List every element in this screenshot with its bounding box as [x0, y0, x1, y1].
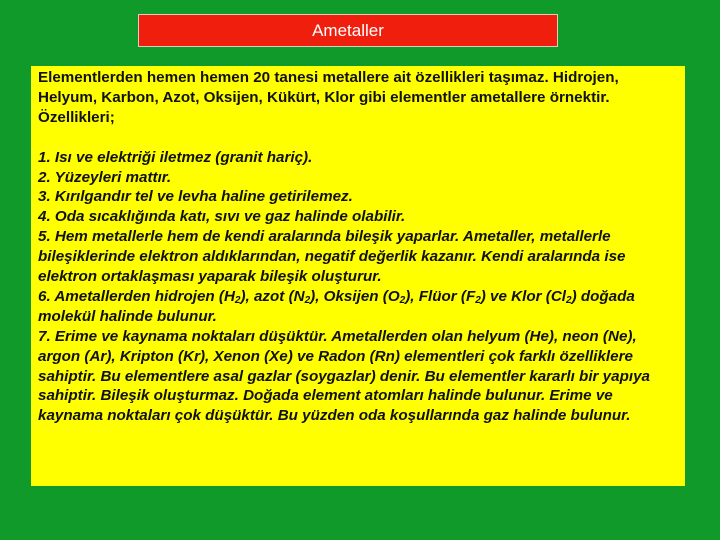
- property-item-2: 2. Yüzeyleri mattır.: [38, 168, 172, 186]
- subscript-cl: 2: [566, 294, 572, 306]
- item-6-text-c: ), Oksijen (O: [310, 287, 400, 305]
- subscript-o: 2: [399, 294, 406, 306]
- property-item-3: 3. Kırılgandır tel ve levha haline getirilemez.: [38, 188, 353, 206]
- item-6-text-d: ), Flüor (F: [405, 287, 476, 305]
- subscript-h: 2: [234, 294, 241, 306]
- property-item-6: [38, 287, 677, 327]
- subscript-n: 2: [304, 294, 311, 306]
- item-6-text-f: ) doğada molekül halinde bulunur.: [38, 287, 635, 325]
- content-box: [31, 66, 685, 486]
- slide-title-text: Ametaller: [312, 20, 384, 40]
- property-item-4: 4. Oda sıcaklığında katı, sıvı ve gaz halinde olabilir.: [38, 208, 406, 226]
- item-6-text-e: ) ve Klor (Cl: [480, 287, 567, 305]
- property-item-5: 5. Hem metallerle hem de kendi aralarında bileşik yaparlar. Ametaller, metallerle bileşiklerinde elektron aldıklarından, negatif değerlik kazanır. Kendi aralarında ise elektron ortaklaşması yaparak bileşik oluşturur.: [38, 228, 626, 286]
- property-item-1: 1. Isı ve elektriği iletmez (granit hariç).: [38, 148, 313, 166]
- slide-title: [138, 14, 558, 47]
- property-item-7: 7. Erime ve kaynama noktaları düşüktür. Ametallerden olan helyum (He), neon (Ne), argon (Ar), Kripton (Kr), Xenon (Xe) ve Radon (Rn) elementleri çok farklı özelliklere sahiptir. Bu elementlere asal gazlar (soygazlar) denir. Bu elementler kararlı bir yapıya sahiptir. Bileşik oluşturmaz. Doğada element atomları halinde bulunur. Erime ve kaynama noktaları çok düşüktür. Bu yüzden oda koşullarında gaz halinde bulunur.: [38, 327, 650, 425]
- intro-paragraph: Elementlerden hemen hemen 20 tanesi metallere ait özellikleri taşımaz. Hidrojen, Helyum, Karbon, Azot, Oksijen, Kükürt, Klor gibi elementler ametallere örnektir. Özellikleri;: [38, 69, 619, 126]
- item-6-text-a: 6. Ametallerden hidrojen (H: [38, 287, 235, 305]
- item-6-text-b: ), azot (N: [240, 287, 305, 305]
- subscript-f: 2: [475, 294, 481, 306]
- properties-list: [38, 148, 677, 427]
